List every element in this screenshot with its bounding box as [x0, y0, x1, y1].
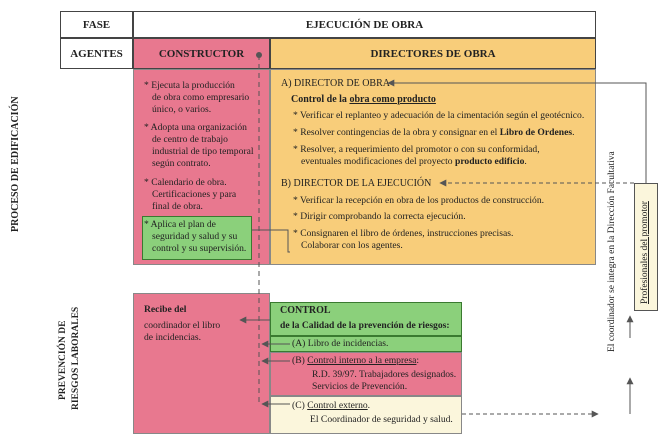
- director-ejecucion-item2: * Dirigir comprobando la correcta ejecución.: [293, 211, 466, 223]
- constructor-item2-l4: según contrato.: [152, 158, 211, 169]
- constructor-item3-l3: final de obra.: [152, 201, 203, 212]
- director-ejecucion-item3: * Consignaren el libro de órdenes, instrucciones precisas.: [293, 228, 513, 240]
- constructor-item4-l2: seguridad y salud y su: [152, 231, 238, 242]
- header-constructor-label: CONSTRUCTOR: [158, 47, 245, 60]
- control-b-underline: Control interno a la empresa: [307, 355, 417, 366]
- coordinador-label: El coordinador se integra en la Dirección Facultativa: [607, 151, 617, 352]
- control-c-line1: El Coordinador de seguridad y salud.: [310, 414, 453, 425]
- header-directores-label: DIRECTORES DE OBRA: [370, 47, 496, 60]
- constructor-item3-l2: Certificaciones y para: [152, 189, 237, 200]
- arrows-control-items: [262, 344, 290, 404]
- control-c-prefix: (C): [292, 400, 308, 411]
- constructor-item1-l3: único, o varios.: [152, 104, 212, 115]
- control-b-suffix: :: [416, 355, 420, 366]
- constructor-item2-l3: industrial de tipo temporal: [152, 146, 254, 157]
- director-obra-item2-a: Resolver contingencias de la obra y consignar en el: [300, 127, 500, 138]
- prevencion-coordinador-l1: coordinador el libro: [144, 320, 221, 331]
- header-fase-label: FASE: [82, 18, 111, 31]
- proceso-label: PROCESO DE EDIFICACIÓN: [10, 96, 21, 232]
- director-obra-item4-a: eventuales modificaciones del proyecto: [301, 156, 455, 167]
- constructor-item4-l3: control y su supervisión.: [152, 243, 247, 254]
- constructor-item1-l1: * Ejecuta la producción: [144, 80, 235, 92]
- constructor-item4-l1: * Aplica el plan de: [144, 219, 216, 231]
- control-b-prefix: (B): [292, 355, 308, 366]
- header-ejecucion-label: EJECUCIÓN DE OBRA: [305, 18, 424, 31]
- constructor-item3-l1: * Calendario de obra.: [144, 177, 227, 189]
- control-b-line2: Servicios de Prevención.: [312, 381, 408, 392]
- director-obra-title: A) DIRECTOR DE OBRA: [281, 78, 390, 89]
- prevencion-label-l2: RIESGOS LABORALES: [71, 306, 81, 410]
- director-obra-item2-c: .: [572, 127, 575, 138]
- director-ejecucion-item1: * Verificar la recepción en obra de los productos de construcción.: [293, 195, 544, 207]
- prevencion-label-l1: PREVENCIÓN DE: [58, 320, 68, 400]
- constructor-item2-l1: * Adopta una organización: [144, 122, 247, 134]
- director-obra-item2-b: Libro de Ordenes: [499, 127, 573, 138]
- director-obra-item1: * Verificar el replanteo y adecuación de la cimentación según el geotécnico.: [293, 110, 584, 122]
- control-c-underline: Control externo: [307, 400, 368, 411]
- director-ejecucion-item4: Colaborar con los agentes.: [301, 240, 403, 251]
- arrow-plan-to-directores: [252, 230, 290, 252]
- constructor-dot: [256, 52, 262, 58]
- prevencion-coordinador-l2: de incidencias.: [144, 332, 202, 343]
- director-obra-control-underline: obra como producto: [349, 94, 436, 105]
- director-obra-item4-b: producto edificio: [454, 156, 525, 167]
- director-obra-control-prefix: Control de la: [291, 94, 350, 105]
- constructor-item2-l2: de centro de trabajo: [152, 134, 228, 145]
- control-c-suffix: .: [367, 400, 371, 411]
- director-obra-item3: * Resolver, a requerimiento del promotor o con su conformidad,: [293, 144, 540, 156]
- director-obra-item4-c: .: [524, 156, 527, 167]
- prevencion-recibe: Recibe del: [144, 304, 187, 315]
- profesionales-label: Profesionales del promotor: [640, 201, 650, 304]
- header-agentes-label: AGENTES: [70, 47, 123, 60]
- constructor-item1-l2: de obra como empresario: [152, 92, 250, 103]
- arrow-promotor-to-director-obra: [388, 83, 646, 183]
- control-title: CONTROL: [280, 305, 331, 316]
- control-b-line1: R.D. 39/97. Trabajadores designados.: [312, 369, 457, 380]
- control-subtitle: de la Calidad de la prevención de riesgos:: [280, 320, 450, 331]
- control-a-text: (A) Libro de incidencias.: [292, 338, 389, 349]
- director-ejecucion-title: B) DIRECTOR DE LA EJECUCIÓN: [281, 178, 432, 189]
